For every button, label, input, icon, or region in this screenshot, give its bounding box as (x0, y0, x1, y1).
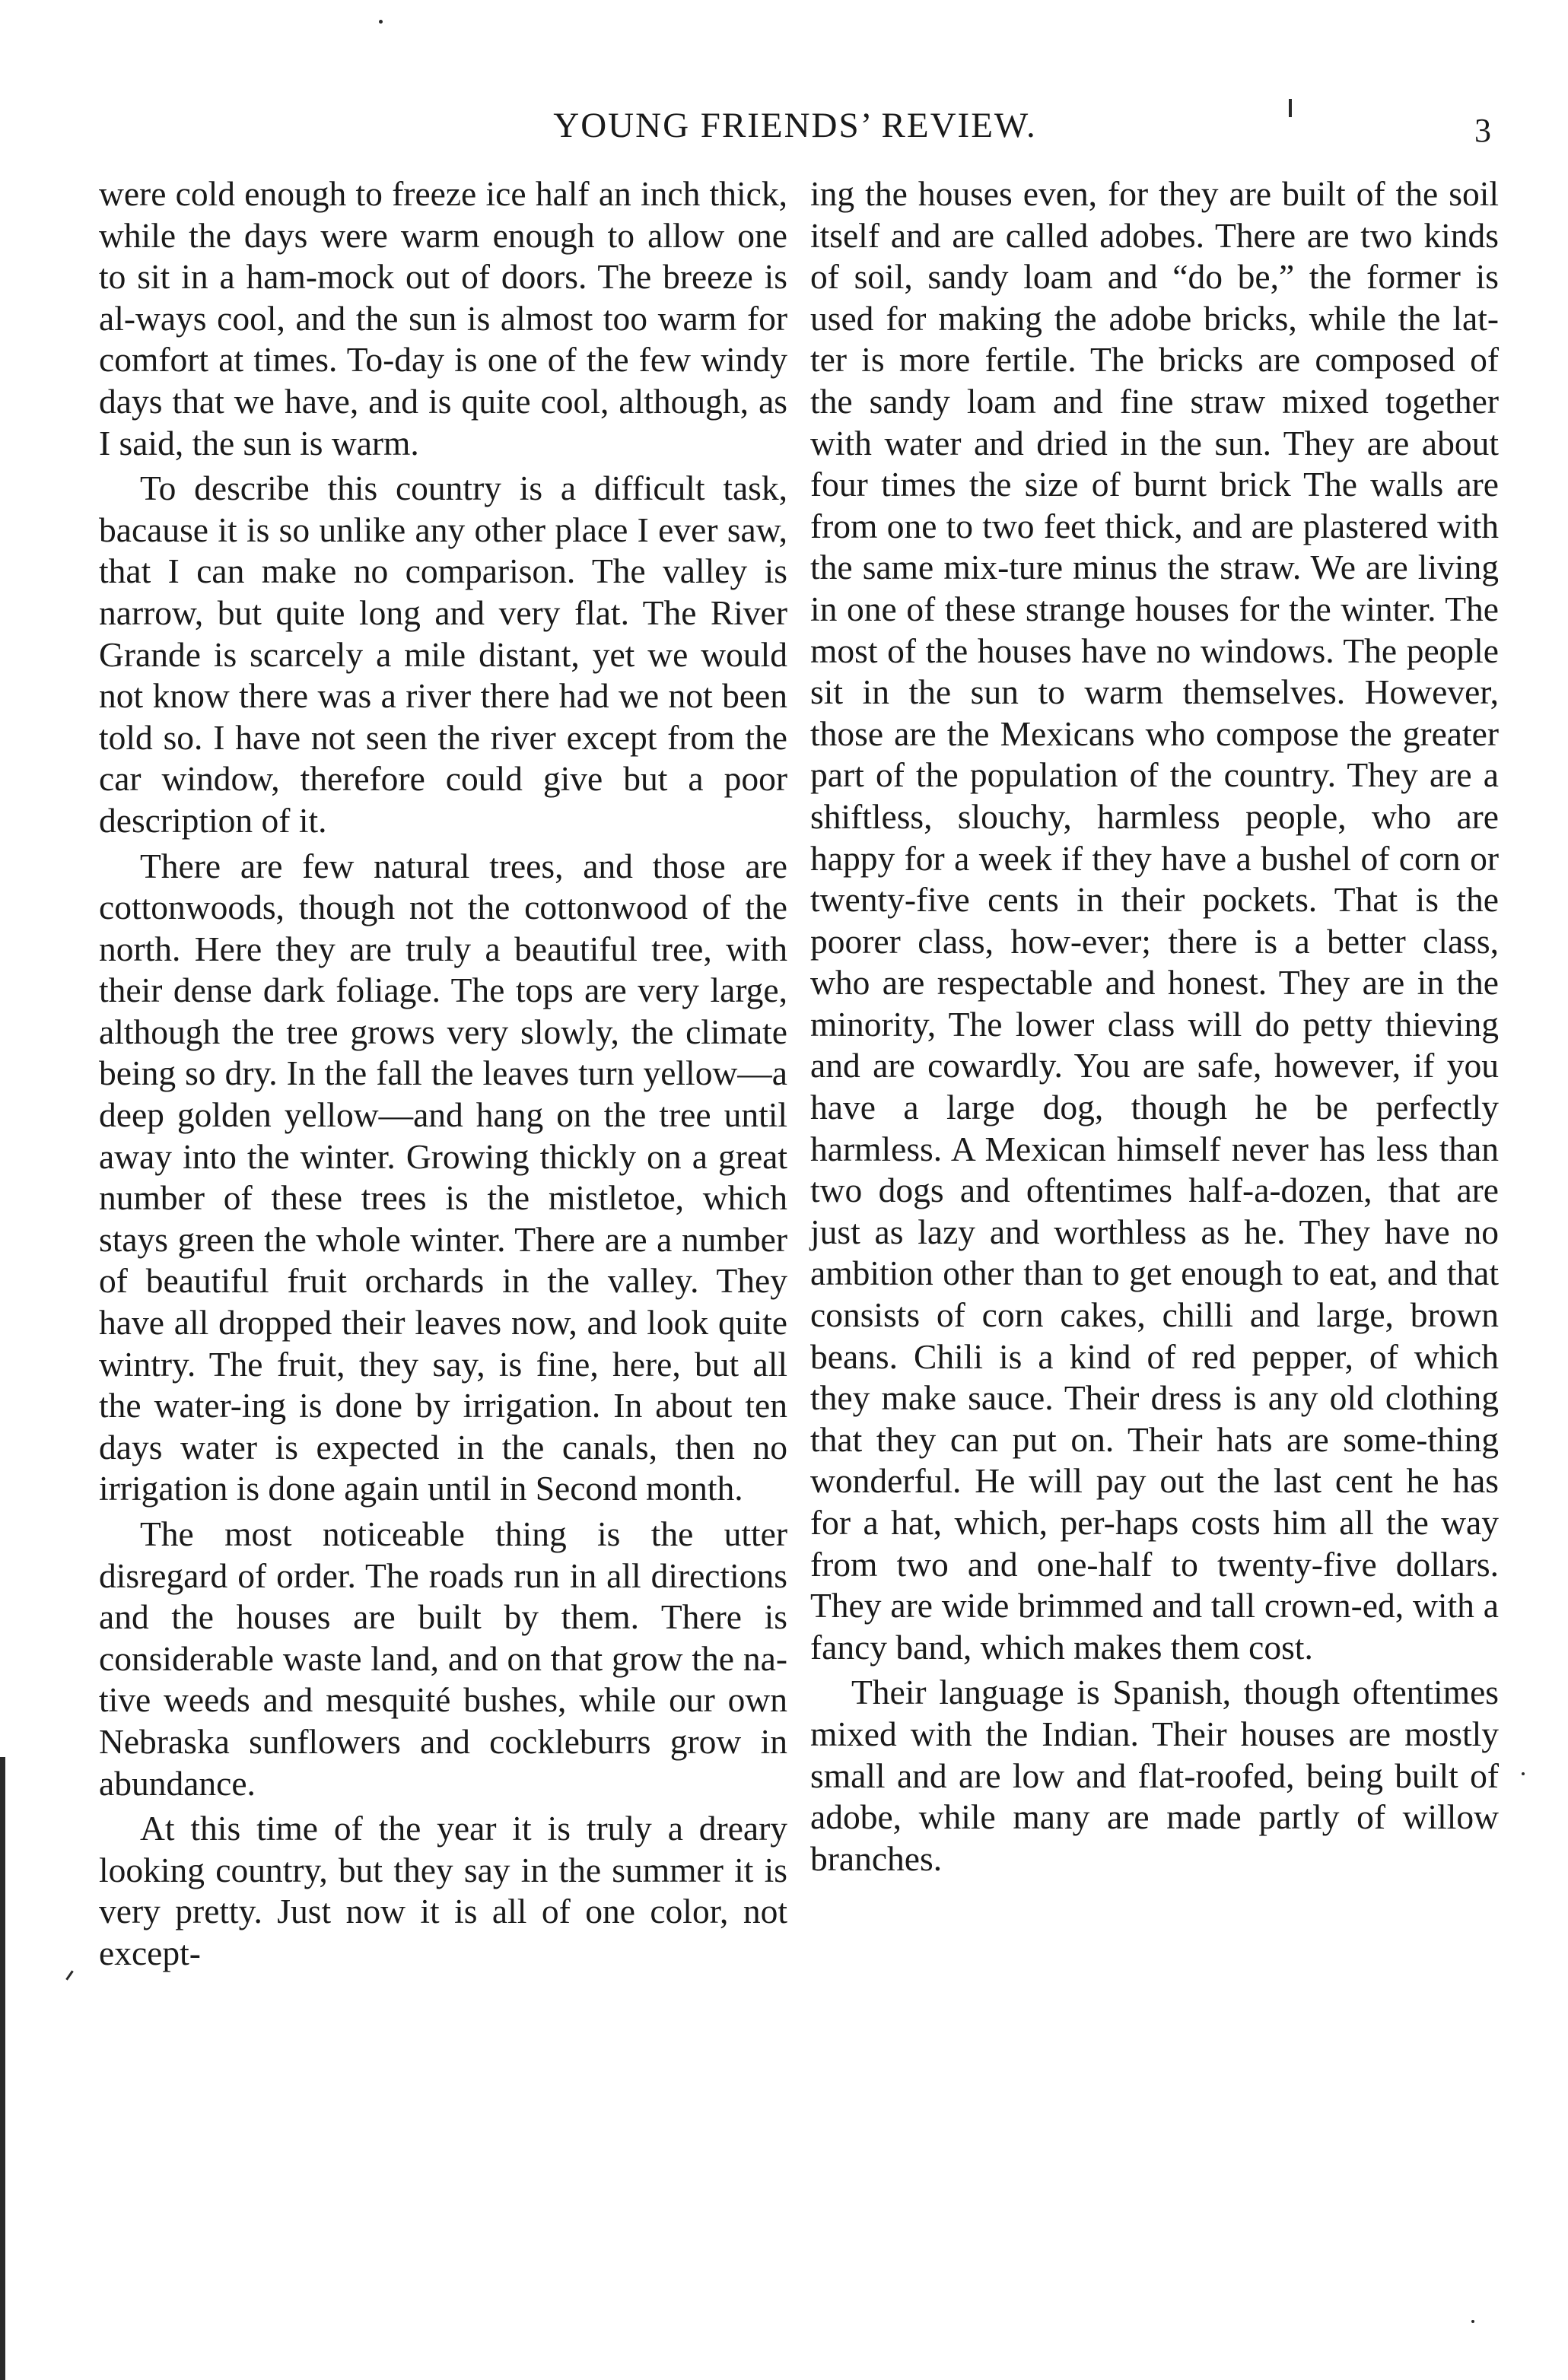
scan-tick-left (65, 1970, 73, 1980)
scan-speck-bottom (1471, 2320, 1474, 2323)
paragraph: ing the houses even, for they are built of the soil itself and are called adobes. There are two kinds of soil, sandy loam and “do be,” the former is used for making the adobe bricks, while the lat-ter is more fertile. The bricks are composed of the sandy loam and fine straw mixed together with water and dried in the sun. They are about four times the size of burnt brick The walls are from one to two feet thick, and are plastered with the same mix-ture minus the straw. We are living in one of these strange houses for the winter. The most of the houses have no windows. The people sit in the sun to warm themselves. However, those are the Mexicans who compose the greater part of the population of the country. They are a shiftless, slouchy, harmless people, who are happy for a week if they have a bushel of corn or twenty-five cents in their pockets. That is the poorer class, how-ever; there is a better class, who are respectable and honest. They are in the minority, The lower class will do petty thieving and are cowardly. You are safe, however, if you have a large dog, though he be perfectly harmless. A Mexican himself never has less than two dogs and oftentimes half-a-dozen, that are just as lazy and worthless as he. They have no ambition other than to get enough to eat, and that consists of corn cakes, chilli and large, brown beans. Chili is a kind of red pepper, of which they make sauce. Their dress is any old clothing that they can put on. Their hats are some-thing wonderful. He will pay out the last cent he has for a hat, which, per-haps costs him all the way from two and one-half to twenty-five dollars. They are wide brimmed and tall crown-ed, with a fancy band, which makes them cost. (810, 174, 1499, 1667)
scan-speck-top (379, 20, 383, 24)
paragraph: Their language is Spanish, though oftentimes mixed with the Indian. Their houses are mostly small and are low and flat-roofed, being built of adobe, while many are made partly of willow branches. (810, 1673, 1499, 1878)
paragraph: There are few natural trees, and those are cottonwoods, though not the cottonwood of the north. Here they are truly a beautiful tree, with their dense dark foliage. The tops are very large, although the tree grows very slowly, the climate being so dry. In the fall the leaves turn yellow—a deep golden yellow—and hang on the tree until away into the winter. Growing thickly on a great number of these trees is the mistletoe, which stays green the whole winter. There are a number of beautiful fruit orchards in the valley. They have all dropped their leaves now, and look quite wintry. The fruit, they say, is fine, here, but all the water-ing is done by irrigation. In about ten days water is expected in the canals, then no irrigation is done again until in Second month. (99, 846, 787, 1508)
scan-speck-margin (1522, 1772, 1525, 1775)
scan-speck-header (1289, 99, 1292, 117)
left-column (99, 173, 787, 1978)
paragraph: were cold enough to freeze ice half an inch thick, while the days were warm enough to allow one to sit in a ham-mock out of doors. The breeze is al-ways cool, and the sun is almost too warm for comfort at times. To-day is one of the few windy days that we have, and is quite cool, although, as I said, the sun is warm. (99, 174, 787, 462)
paragraph: To describe this country is a difficult task, bacause it is so unlike any other place I ever saw, that I can make no comparison. The valley is narrow, but quite long and very flat. The River Grande is scarcely a mile distant, yet we would not know there was a river there had we not been told so. I have not seen the river except from the car window, therefore could give but a poor description of it. (99, 469, 787, 840)
page-number: 3 (1474, 112, 1491, 149)
running-header (99, 105, 1491, 158)
scan-edge-shadow (0, 1757, 5, 2380)
journal-title: YOUNG FRIENDS’ REVIEW. (553, 106, 1037, 145)
paragraph: The most noticeable thing is the utter disregard of order. The roads run in all directions and the houses are built by them. There is considerable waste land, and on that grow the na-tive weeds and mesquité bushes, while our own Nebraska sunflowers and cockleburrs grow in abundance. (99, 1514, 787, 1803)
right-column (810, 173, 1499, 1883)
paragraph: At this time of the year it is truly a dreary looking country, but they say in the summer it is very pretty. Just now it is all of one color, not except- (99, 1809, 787, 1972)
